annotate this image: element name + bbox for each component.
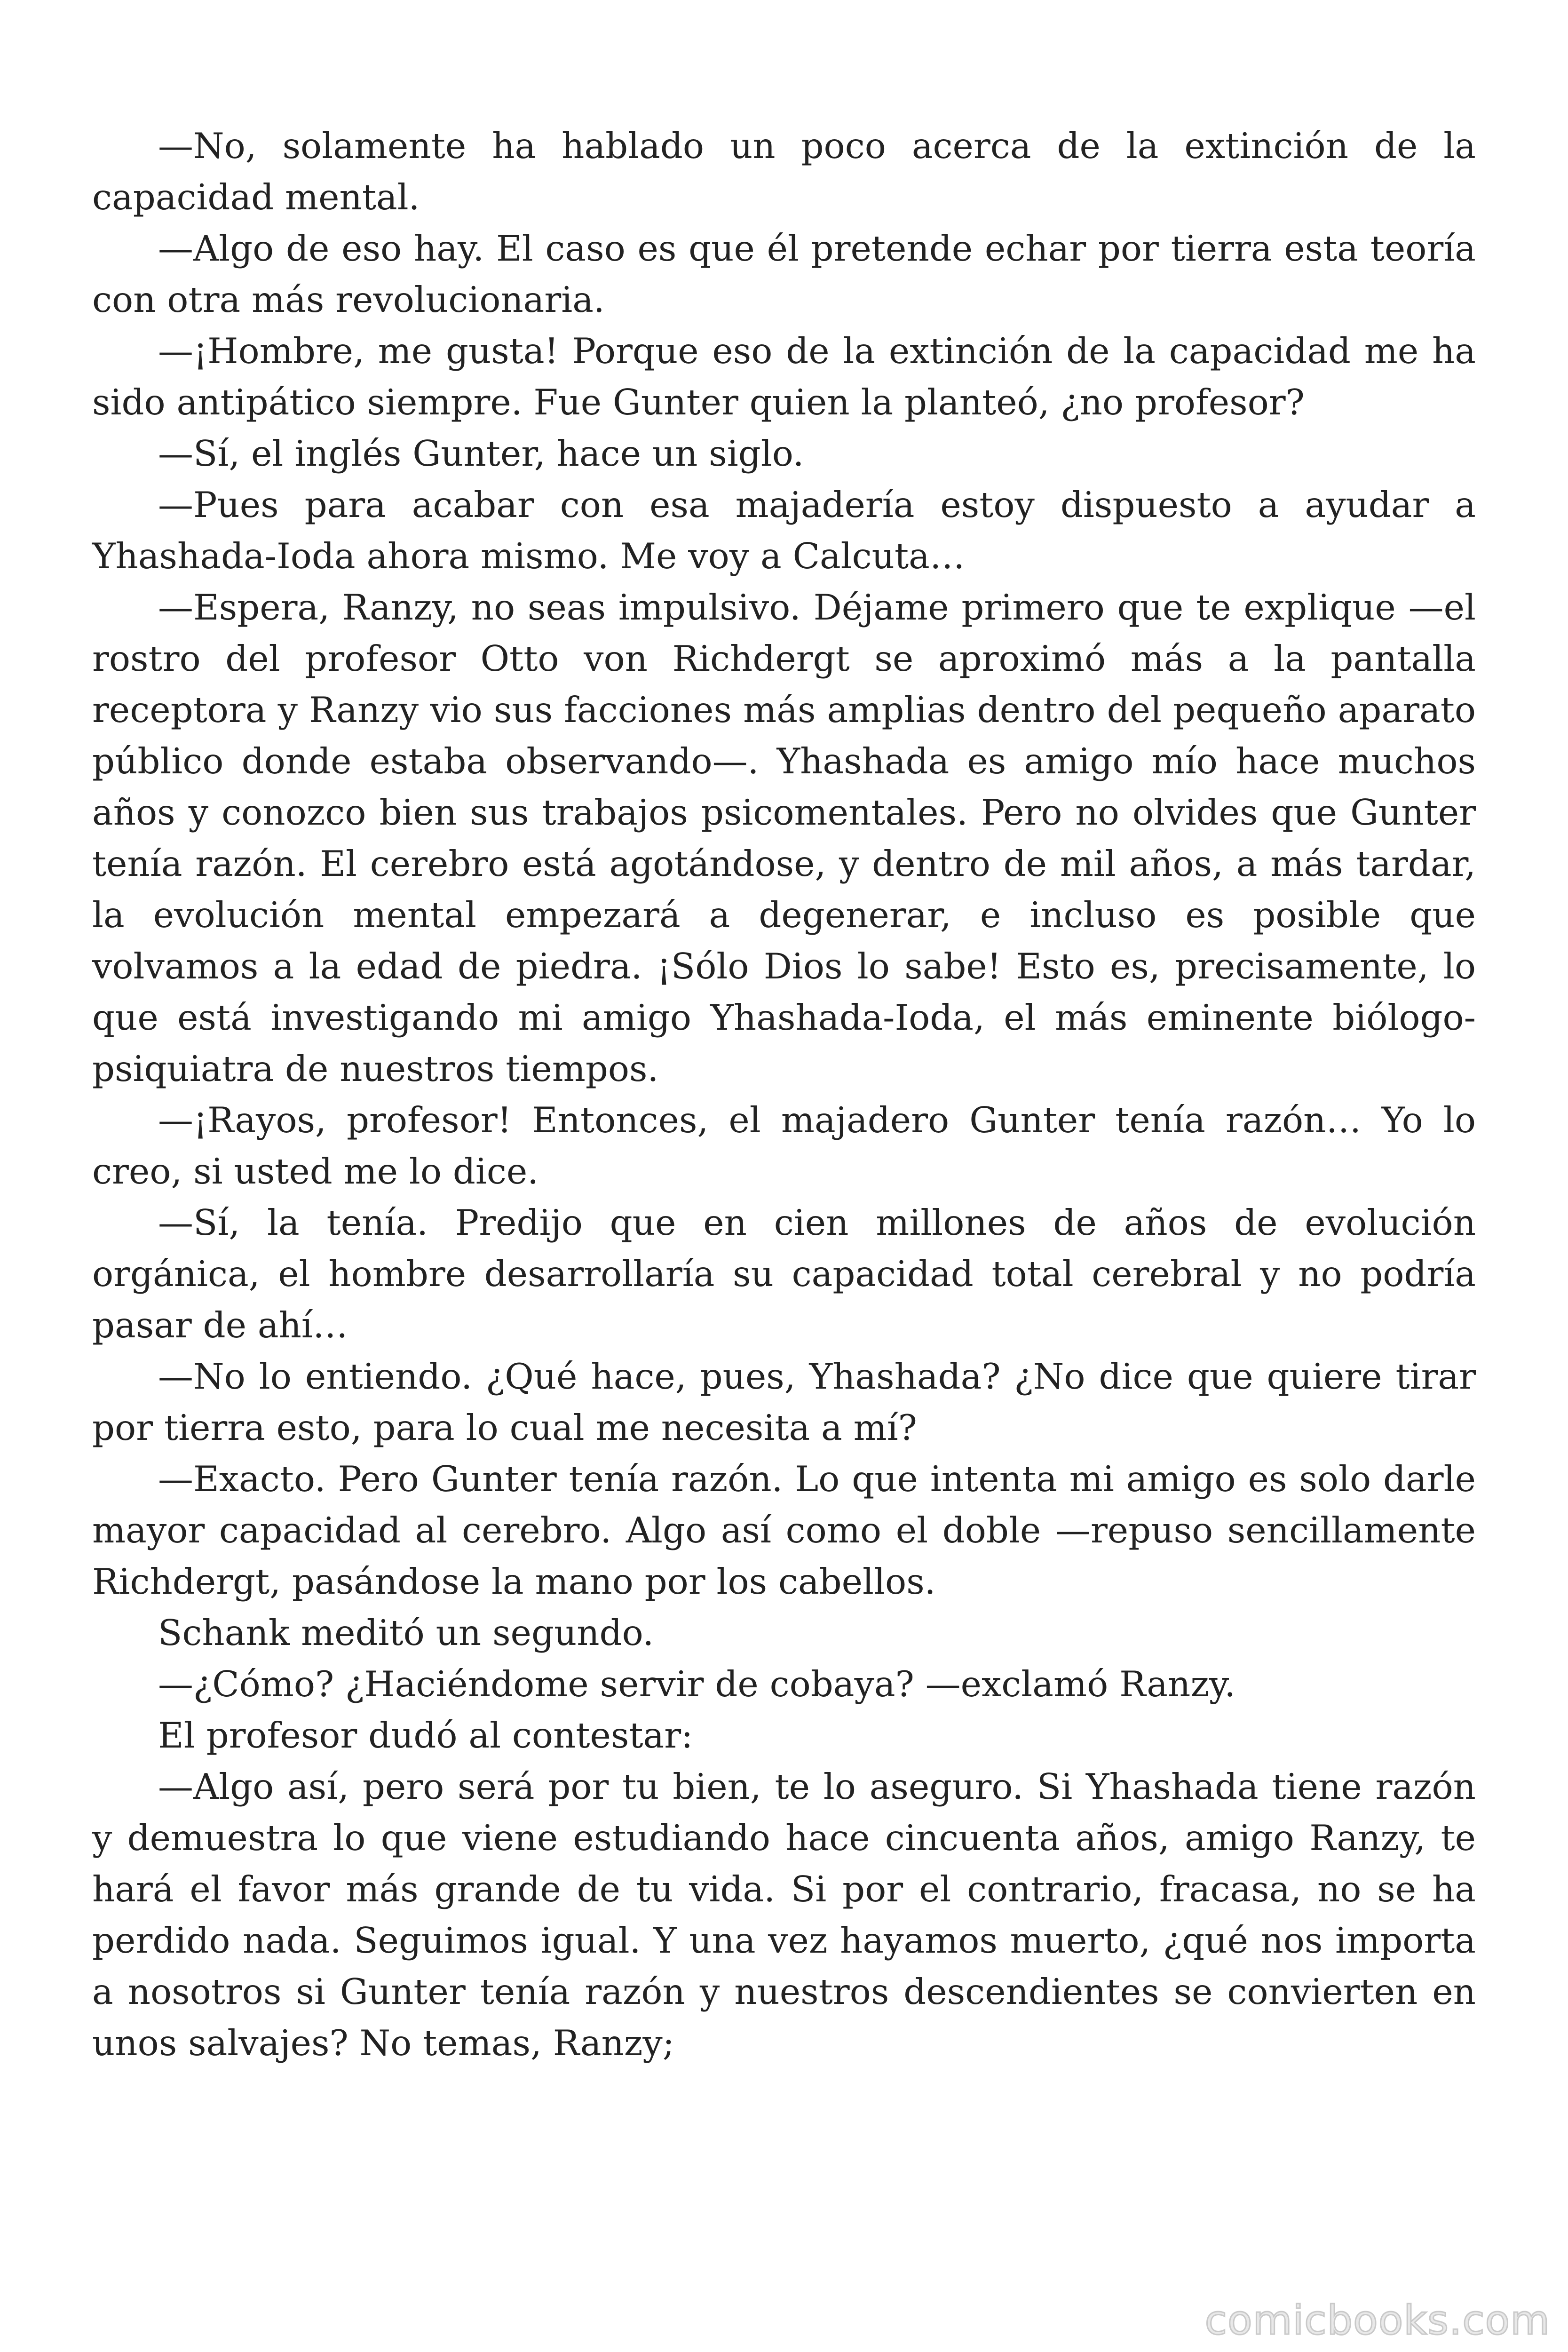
paragraph-11: Schank meditó un segundo. xyxy=(158,1612,654,1653)
paragraph-4: —Sí, el inglés Gunter, hace un siglo. xyxy=(158,433,804,474)
paragraph-1: —No, solamente ha hablado un poco acerca de la extinción de la capacidad mental. xyxy=(92,125,1476,218)
site-watermark: comicbooks.com xyxy=(1204,2297,1550,2344)
paragraph-14: —Algo así, pero será por tu bien, te lo aseguro. Si Yhashada tiene razón y demuestra lo que viene estudiando hace cincuenta años, amigo Ranzy, te hará el favor más grande de tu vida. Si por el contrario, fracasa, no se ha perdido nada. Seguimos igual. Y una vez hayamos muerto, ¿qué nos importa a nosotros si Gunter tenía razón y nuestros descendientes se convierten en unos salvajes? No temas, Ranzy; xyxy=(92,1766,1476,2064)
paragraph-2: —Algo de eso hay. El caso es que él pretende echar por tierra esta teoría con otra más revolucionaria. xyxy=(92,228,1476,320)
paragraph-5: —Pues para acabar con esa majadería estoy dispuesto a ayudar a Yhashada-Ioda ahora mismo. Me voy a Calcuta… xyxy=(92,484,1476,577)
paragraph-12: —¿Cómo? ¿Haciéndome servir de cobaya? —exclamó Ranzy. xyxy=(158,1663,1236,1705)
paragraph-7: —¡Rayos, profesor! Entonces, el majadero Gunter tenía razón… Yo lo creo, si usted me lo dice. xyxy=(92,1099,1476,1192)
paragraph-10: —Exacto. Pero Gunter tenía razón. Lo que intenta mi amigo es solo darle mayor capacidad al cerebro. Algo así como el doble —repuso sencillamente Richdergt, pasándose la mano por los cabellos. xyxy=(92,1458,1476,1602)
paragraph-9: —No lo entiendo. ¿Qué hace, pues, Yhashada? ¿No dice que quiere tirar por tierra esto, para lo cual me necesita a mí? xyxy=(92,1356,1476,1448)
book-page-text xyxy=(92,120,1476,2069)
paragraph-3: —¡Hombre, me gusta! Porque eso de la extinción de la capacidad me ha sido antipático siempre. Fue Gunter quien la planteó, ¿no profesor? xyxy=(92,330,1476,423)
paragraph-6: —Espera, Ranzy, no seas impulsivo. Déjame primero que te explique —el rostro del profesor Otto von Richdergt se aproximó más a la pantalla receptora y Ranzy vio sus facciones más amplias dentro del pequeño aparato público donde estaba observando—. Yhashada es amigo mío hace muchos años y conozco bien sus trabajos psicomentales. Pero no olvides que Gunter tenía razón. El cerebro está agotándose, y dentro de mil años, a más tardar, la evolución mental empezará a degenerar, e incluso es posible que volvamos a la edad de piedra. ¡Sólo Dios lo sabe! Esto es, precisamente, lo que está investigando mi amigo Yhashada-Ioda, el más eminente biólogo-psiquiatra de nuestros tiempos. xyxy=(92,587,1476,1089)
paragraph-13: El profesor dudó al contestar: xyxy=(158,1715,693,1756)
paragraph-8: —Sí, la tenía. Predijo que en cien millones de años de evolución orgánica, el hombre desarrollaría su capacidad total cerebral y no podría pasar de ahí… xyxy=(92,1202,1476,1346)
